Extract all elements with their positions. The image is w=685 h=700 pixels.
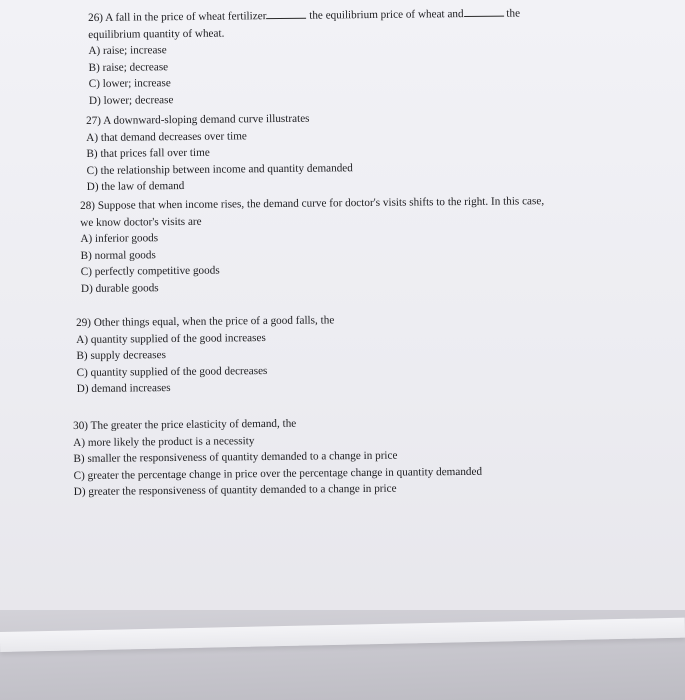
question-28-stem-text: Suppose that when income rises, the demand curve for doctor's visits shifts to the right. In this case, — [97, 195, 545, 212]
option-d: D) durable goods — [80, 282, 159, 295]
question-30 — [73, 414, 482, 501]
option-b: B) supply decreases — [76, 349, 166, 363]
question-29 — [76, 312, 335, 398]
question-number: 27) — [86, 114, 102, 127]
answer-blank — [266, 9, 306, 19]
question-30-stem-text: The greater the price elasticity of demand, the — [90, 417, 297, 432]
question-26-stem-part3: the — [506, 7, 521, 20]
option-a: A) quantity supplied of the good increases — [76, 331, 266, 346]
question-26 — [88, 5, 521, 109]
question-27 — [86, 110, 353, 196]
question-number: 29) — [76, 316, 92, 329]
option-c: C) greater the percentage change in price over the percentage change in quantity demanded — [73, 465, 483, 482]
option-a: A) more likely the product is a necessity — [73, 434, 255, 449]
question-27-stem-text: A downward-sloping demand curve illustrates — [103, 112, 310, 127]
option-b: B) that prices fall over time — [86, 146, 210, 161]
option-b: B) normal goods — [80, 248, 156, 262]
question-29-stem — [76, 312, 334, 331]
option-a: A) inferior goods — [80, 232, 159, 246]
question-26-stem-part2: the equilibrium price of wheat and — [309, 8, 464, 22]
question-29-stem-text: Other things equal, when the price of a good falls, the — [93, 314, 335, 329]
option-c: C) lower; increase — [88, 77, 171, 91]
question-26-stem-part1: A fall in the price of wheat fertilizer — [105, 10, 267, 24]
option-c: C) quantity supplied of the good decreases — [76, 364, 268, 379]
answer-blank — [464, 7, 504, 17]
question-number: 28) — [80, 199, 96, 212]
question-26-stem-line2: equilibrium quantity of wheat. — [88, 27, 225, 41]
option-a: A) that demand decreases over time — [86, 129, 247, 144]
option-d: D) demand increases — [76, 382, 171, 396]
option-d: D) the law of demand — [86, 180, 185, 194]
question-number: 26) — [88, 11, 104, 24]
option-b: B) raise; decrease — [88, 60, 169, 74]
question-number: 30) — [73, 419, 89, 432]
question-28 — [80, 193, 545, 297]
option-d: D) greater the responsiveness of quantity demanded to a change in price — [73, 482, 397, 499]
option-c: C) the relationship between income and quantity demanded — [86, 161, 353, 177]
option-a: A) raise; increase — [88, 44, 167, 58]
option-b: B) smaller the responsiveness of quantity demanded to a change in price — [73, 449, 398, 466]
question-28-stem-line2: we know doctor's visits are — [80, 215, 202, 229]
option-c: C) perfectly competitive goods — [80, 264, 220, 279]
option-d: D) lower; decrease — [88, 94, 174, 107]
